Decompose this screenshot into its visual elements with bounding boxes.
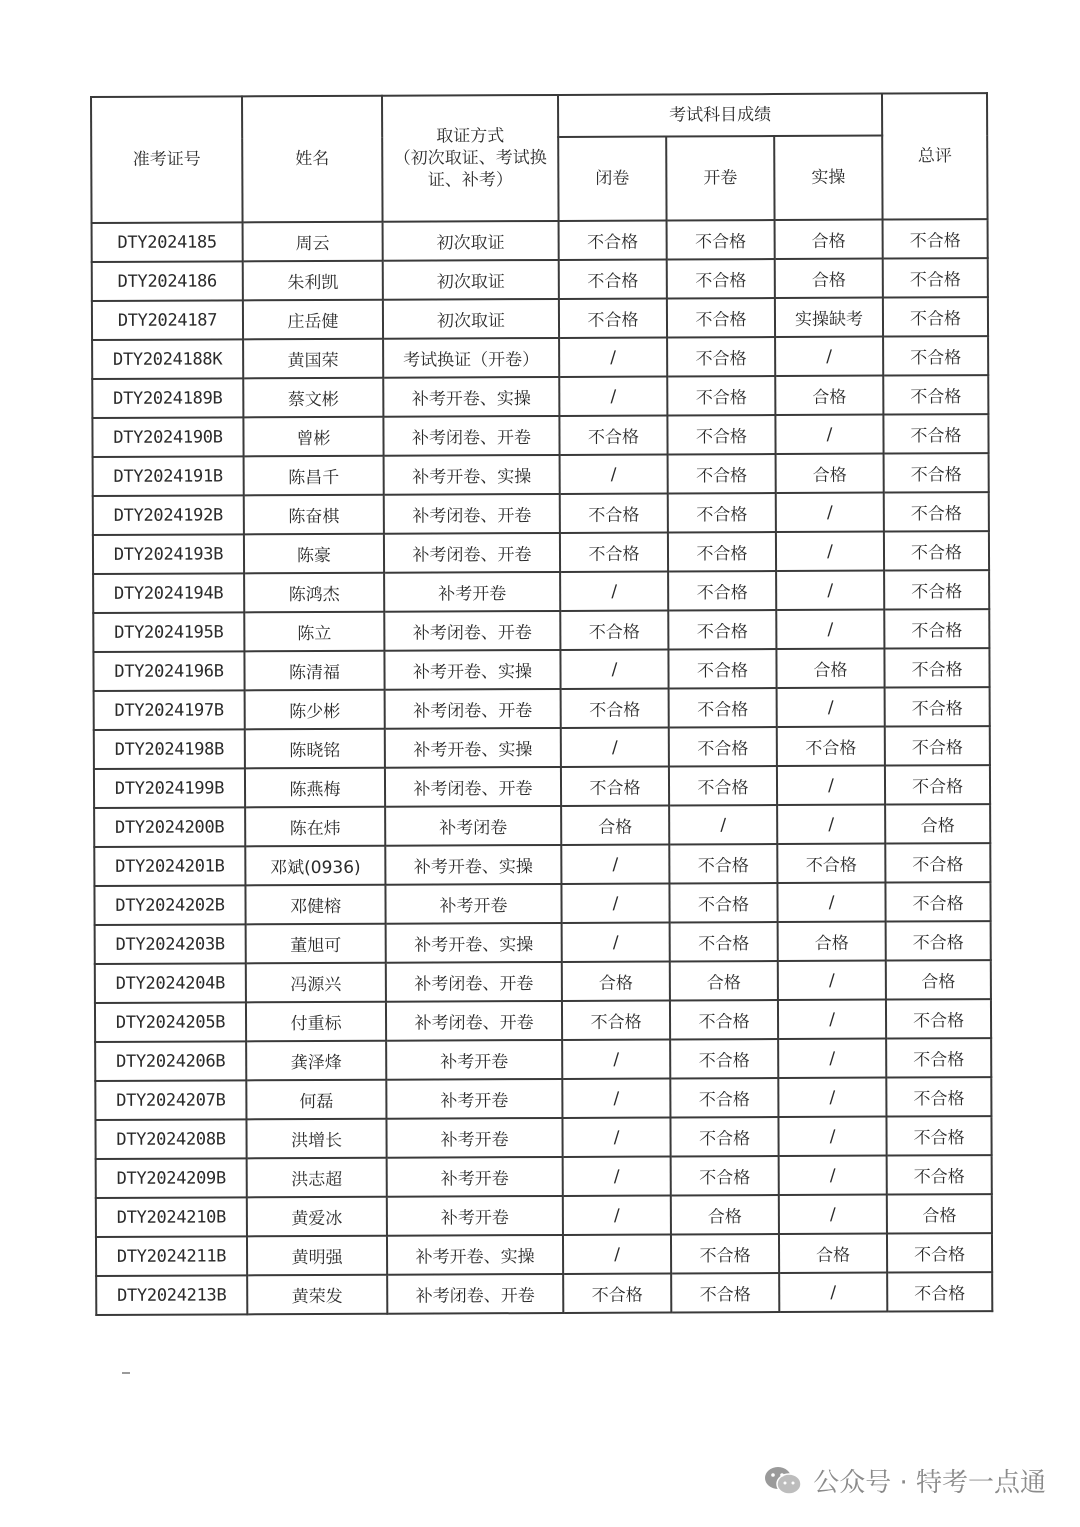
table-row [93, 570, 989, 613]
cell-method: 补考开卷 [387, 1157, 563, 1197]
cell-overall: 不合格 [887, 1272, 992, 1311]
cell-method: 补考闭卷、开卷 [384, 611, 560, 651]
cell-open-book: 不合格 [668, 454, 776, 493]
header-practical: 实操 [774, 136, 882, 220]
cell-name: 董旭可 [246, 924, 386, 964]
cell-open-book: 不合格 [667, 415, 775, 454]
cell-name: 庄岳健 [243, 300, 383, 340]
cell-method: 初次取证 [383, 260, 559, 300]
cell-exam-no: DTY2024194B [93, 573, 244, 613]
cell-exam-no: DTY2024208B [95, 1119, 246, 1159]
cell-practical: / [778, 961, 886, 1000]
cell-overall: 不合格 [884, 492, 989, 531]
cell-exam-no: DTY2024185 [92, 222, 243, 262]
cell-closed-book: 不合格 [560, 532, 668, 571]
cell-practical: / [777, 688, 885, 727]
cell-overall: 不合格 [883, 258, 988, 297]
cell-exam-no: DTY2024207B [95, 1080, 246, 1120]
cell-method: 补考开卷、实操 [383, 377, 559, 417]
table-row [96, 1155, 992, 1198]
cell-practical: 合格 [775, 220, 883, 259]
cell-open-book: 不合格 [670, 1078, 778, 1117]
table-row [93, 531, 989, 574]
cell-method: 补考开卷、实操 [387, 1235, 563, 1275]
cell-practical: / [776, 610, 884, 649]
cell-closed-book: 合格 [562, 961, 670, 1000]
cell-exam-no: DTY2024191B [93, 456, 244, 496]
cell-name: 黄明强 [247, 1236, 387, 1276]
cell-open-book: 不合格 [668, 649, 776, 688]
cell-name: 朱利凯 [243, 261, 383, 301]
cell-name: 冯源兴 [246, 963, 386, 1003]
wechat-icon [763, 1465, 803, 1497]
cell-overall: 不合格 [885, 687, 990, 726]
cell-open-book: 不合格 [670, 922, 778, 961]
cell-exam-no: DTY2024211B [96, 1236, 247, 1276]
cell-closed-book: / [563, 1234, 671, 1273]
header-subjects-group: 考试科目成绩 [558, 94, 882, 137]
cell-exam-no: DTY2024189B [92, 378, 243, 418]
cell-closed-book: 不合格 [561, 688, 669, 727]
cell-open-book: 不合格 [669, 688, 777, 727]
cell-method: 补考闭卷、开卷 [384, 494, 560, 534]
cell-open-book: 不合格 [669, 766, 777, 805]
cell-practical: / [775, 337, 883, 376]
watermark-text: 公众号 · 特考一点通 [813, 1468, 1046, 1498]
cell-closed-book: 不合格 [561, 766, 669, 805]
table-row [92, 297, 988, 340]
table-row [95, 921, 991, 964]
cell-closed-book: / [560, 571, 668, 610]
cell-overall: 不合格 [886, 999, 991, 1038]
cell-open-book: 不合格 [668, 532, 776, 571]
header-exam-no: 准考证号 [91, 96, 243, 223]
table-row [92, 375, 988, 418]
cell-open-book: 不合格 [671, 1234, 779, 1273]
cell-overall: 不合格 [883, 336, 988, 375]
cell-method: 考试换证（开卷） [383, 338, 559, 378]
cell-exam-no: DTY2024186 [92, 261, 243, 301]
cell-overall: 不合格 [886, 1038, 991, 1077]
table-row [92, 258, 988, 301]
cell-name: 周云 [243, 222, 383, 262]
cell-exam-no: DTY2024203B [95, 924, 246, 964]
cell-exam-no: DTY2024198B [94, 729, 245, 769]
cell-exam-no: DTY2024197B [94, 690, 245, 730]
cell-name: 蔡文彬 [243, 378, 383, 418]
table-header [91, 93, 988, 223]
cell-name: 陈晓铭 [245, 729, 385, 769]
cell-overall: 合格 [885, 804, 990, 843]
cell-exam-no: DTY2024204B [95, 963, 246, 1003]
cell-practical: / [778, 1000, 886, 1039]
header-closed-book: 闭卷 [558, 136, 666, 220]
cell-exam-no: DTY2024195B [93, 612, 244, 652]
cell-practical: / [778, 1039, 886, 1078]
cell-closed-book: 不合格 [563, 1273, 671, 1312]
cell-exam-no: DTY2024206B [95, 1041, 246, 1081]
cell-overall: 不合格 [885, 726, 990, 765]
cell-exam-no: DTY2024210B [96, 1197, 247, 1237]
cell-practical: / [778, 1078, 886, 1117]
cell-closed-book: 不合格 [560, 493, 668, 532]
cell-method: 补考开卷、实操 [385, 845, 561, 885]
table-row [92, 336, 988, 379]
header-method-note: （初次取证、考试换证、补考） [393, 148, 547, 191]
cell-closed-book: / [559, 376, 667, 415]
cell-open-book: 不合格 [668, 610, 776, 649]
table-row [96, 1272, 992, 1315]
cell-open-book: 不合格 [667, 220, 775, 259]
cell-practical: / [779, 1195, 887, 1234]
table-body [92, 219, 993, 1315]
cell-method: 补考开卷、实操 [384, 455, 560, 495]
cell-open-book: 合格 [671, 1195, 779, 1234]
cell-name: 何磊 [246, 1080, 386, 1120]
table-row [93, 648, 989, 691]
cell-exam-no: DTY2024201B [94, 846, 245, 886]
cell-exam-no: DTY2024200B [94, 807, 245, 847]
table-row [95, 1038, 991, 1081]
cell-closed-book: 合格 [561, 805, 669, 844]
cell-practical: 合格 [778, 922, 886, 961]
cell-method: 补考开卷 [386, 1040, 562, 1080]
cell-overall: 合格 [887, 1194, 992, 1233]
cell-exam-no: DTY2024187 [92, 300, 243, 340]
cell-overall: 不合格 [883, 219, 988, 258]
cell-overall: 不合格 [883, 414, 988, 453]
cell-open-book: 不合格 [671, 1156, 779, 1195]
cell-name: 陈立 [244, 612, 384, 652]
cell-overall: 不合格 [887, 1155, 992, 1194]
cell-name: 龚泽烽 [246, 1041, 386, 1081]
cell-method: 补考闭卷、开卷 [385, 689, 561, 729]
cell-overall: 合格 [886, 960, 991, 999]
cell-exam-no: DTY2024213B [96, 1275, 247, 1315]
cell-exam-no: DTY2024205B [95, 1002, 246, 1042]
cell-closed-book: 不合格 [559, 220, 667, 259]
cell-exam-no: DTY2024188K [92, 339, 243, 379]
cell-method: 补考开卷 [387, 1196, 563, 1236]
cell-closed-book: / [561, 883, 669, 922]
cell-name: 洪志超 [247, 1158, 387, 1198]
cell-name: 陈昌千 [244, 456, 384, 496]
cell-name: 陈少彬 [245, 690, 385, 730]
cell-open-book: 不合格 [667, 376, 775, 415]
exam-results-table [90, 92, 993, 1316]
cell-overall: 不合格 [884, 648, 989, 687]
cell-closed-book: 不合格 [559, 298, 667, 337]
cell-exam-no: DTY2024193B [93, 534, 244, 574]
header-method-label [383, 125, 557, 192]
cell-open-book: 不合格 [667, 337, 775, 376]
cell-name: 陈奋棋 [244, 495, 384, 535]
cell-name: 陈鸿杰 [244, 573, 384, 613]
cell-method: 补考闭卷、开卷 [384, 533, 560, 573]
cell-name: 付重标 [246, 1002, 386, 1042]
cell-method: 补考开卷、实操 [385, 728, 561, 768]
cell-practical: / [775, 415, 883, 454]
cell-open-book: 合格 [670, 961, 778, 1000]
table-row [95, 960, 991, 1003]
cell-overall: 不合格 [885, 843, 990, 882]
cell-method: 补考闭卷 [385, 806, 561, 846]
table-row [94, 804, 990, 847]
cell-practical: / [777, 805, 885, 844]
scan-speck [122, 1372, 130, 1374]
table-row [93, 453, 989, 496]
cell-overall: 不合格 [884, 531, 989, 570]
cell-open-book: 不合格 [667, 259, 775, 298]
cell-overall: 不合格 [884, 570, 989, 609]
cell-practical: / [777, 883, 885, 922]
cell-practical: / [777, 766, 885, 805]
cell-name: 黄爱冰 [247, 1197, 387, 1237]
cell-method: 初次取证 [383, 221, 559, 261]
cell-method: 补考闭卷、开卷 [383, 416, 559, 456]
cell-overall: 不合格 [887, 1233, 992, 1272]
cell-name: 邓健榕 [245, 885, 385, 925]
cell-exam-no: DTY2024196B [93, 651, 244, 691]
cell-closed-book: 不合格 [562, 1000, 670, 1039]
cell-open-book: 不合格 [668, 493, 776, 532]
cell-name: 洪增长 [246, 1119, 386, 1159]
cell-name: 黄荣发 [247, 1275, 387, 1315]
cell-overall: 不合格 [885, 882, 990, 921]
cell-exam-no: DTY2024192B [93, 495, 244, 535]
table-row [93, 609, 989, 652]
table-row [96, 1233, 992, 1276]
cell-closed-book: / [563, 1195, 671, 1234]
cell-exam-no: DTY2024209B [96, 1158, 247, 1198]
cell-exam-no: DTY2024199B [94, 768, 245, 808]
cell-name: 陈在炜 [245, 807, 385, 847]
cell-closed-book: / [562, 1039, 670, 1078]
cell-method: 补考开卷 [386, 1079, 562, 1119]
cell-closed-book: / [560, 649, 668, 688]
cell-closed-book: 不合格 [559, 415, 667, 454]
cell-open-book: 不合格 [671, 1273, 779, 1312]
table-row [95, 1077, 991, 1120]
cell-open-book: 不合格 [669, 727, 777, 766]
cell-practical: 合格 [776, 649, 884, 688]
cell-practical: 合格 [775, 376, 883, 415]
cell-practical: 不合格 [777, 727, 885, 766]
header-method-title: 取证方式 [436, 126, 505, 147]
cell-method: 补考开卷、实操 [384, 650, 560, 690]
cell-overall: 不合格 [883, 375, 988, 414]
cell-practical: 合格 [775, 259, 883, 298]
cell-method: 补考闭卷、开卷 [386, 962, 562, 1002]
cell-method: 补考闭卷、开卷 [385, 767, 561, 807]
table-row [95, 1116, 991, 1159]
cell-method: 补考闭卷、开卷 [386, 1001, 562, 1041]
cell-overall: 不合格 [884, 453, 989, 492]
cell-open-book: 不合格 [670, 1117, 778, 1156]
cell-open-book: 不合格 [669, 844, 777, 883]
cell-name: 陈清福 [244, 651, 384, 691]
cell-name: 黄国荣 [243, 339, 383, 379]
table-row [95, 999, 991, 1042]
cell-method: 补考开卷、实操 [386, 923, 562, 963]
cell-closed-book: / [562, 1078, 670, 1117]
cell-practical: / [776, 571, 884, 610]
watermark [763, 1462, 1046, 1499]
cell-method: 初次取证 [383, 299, 559, 339]
cell-open-book: 不合格 [668, 571, 776, 610]
cell-practical: 合格 [776, 454, 884, 493]
table-row [94, 765, 990, 808]
cell-exam-no: DTY2024190B [92, 417, 243, 457]
header-overall: 总评 [882, 93, 988, 219]
cell-closed-book: / [559, 337, 667, 376]
cell-method: 补考开卷 [386, 1118, 562, 1158]
header-name: 姓名 [242, 96, 383, 223]
cell-overall: 不合格 [886, 1116, 991, 1155]
cell-practical: 合格 [779, 1234, 887, 1273]
cell-method: 补考开卷 [384, 572, 560, 612]
table-row [96, 1194, 992, 1237]
table-row [94, 882, 990, 925]
cell-name: 陈燕梅 [245, 768, 385, 808]
cell-method: 补考开卷 [385, 884, 561, 924]
cell-closed-book: / [562, 1117, 670, 1156]
cell-open-book: 不合格 [670, 1000, 778, 1039]
header-method [382, 95, 559, 222]
table-row [92, 414, 988, 457]
cell-name: 邓斌(0936) [245, 846, 385, 886]
cell-closed-book: / [561, 727, 669, 766]
cell-practical: / [779, 1156, 887, 1195]
cell-open-book: 不合格 [670, 1039, 778, 1078]
table-row [92, 219, 988, 262]
cell-practical: / [778, 1117, 886, 1156]
cell-practical: 实操缺考 [775, 298, 883, 337]
cell-closed-book: 不合格 [560, 610, 668, 649]
cell-practical: / [776, 493, 884, 532]
table-row [94, 726, 990, 769]
cell-overall: 不合格 [886, 921, 991, 960]
cell-exam-no: DTY2024202B [94, 885, 245, 925]
cell-closed-book: 不合格 [559, 259, 667, 298]
cell-closed-book: / [561, 844, 669, 883]
cell-name: 曾彬 [243, 417, 383, 457]
cell-practical: 不合格 [777, 844, 885, 883]
cell-method: 补考闭卷、开卷 [387, 1274, 563, 1314]
table-row [94, 687, 990, 730]
cell-closed-book: / [560, 454, 668, 493]
cell-practical: / [779, 1273, 887, 1312]
cell-open-book: / [669, 805, 777, 844]
cell-open-book: 不合格 [669, 883, 777, 922]
cell-overall: 不合格 [883, 297, 988, 336]
cell-closed-book: / [562, 922, 670, 961]
cell-overall: 不合格 [886, 1077, 991, 1116]
header-open-book: 开卷 [666, 136, 774, 220]
cell-name: 陈豪 [244, 534, 384, 574]
cell-overall: 不合格 [884, 609, 989, 648]
cell-overall: 不合格 [885, 765, 990, 804]
cell-practical: / [776, 532, 884, 571]
table-row [93, 492, 989, 535]
cell-closed-book: / [563, 1156, 671, 1195]
cell-open-book: 不合格 [667, 298, 775, 337]
table-row [94, 843, 990, 886]
